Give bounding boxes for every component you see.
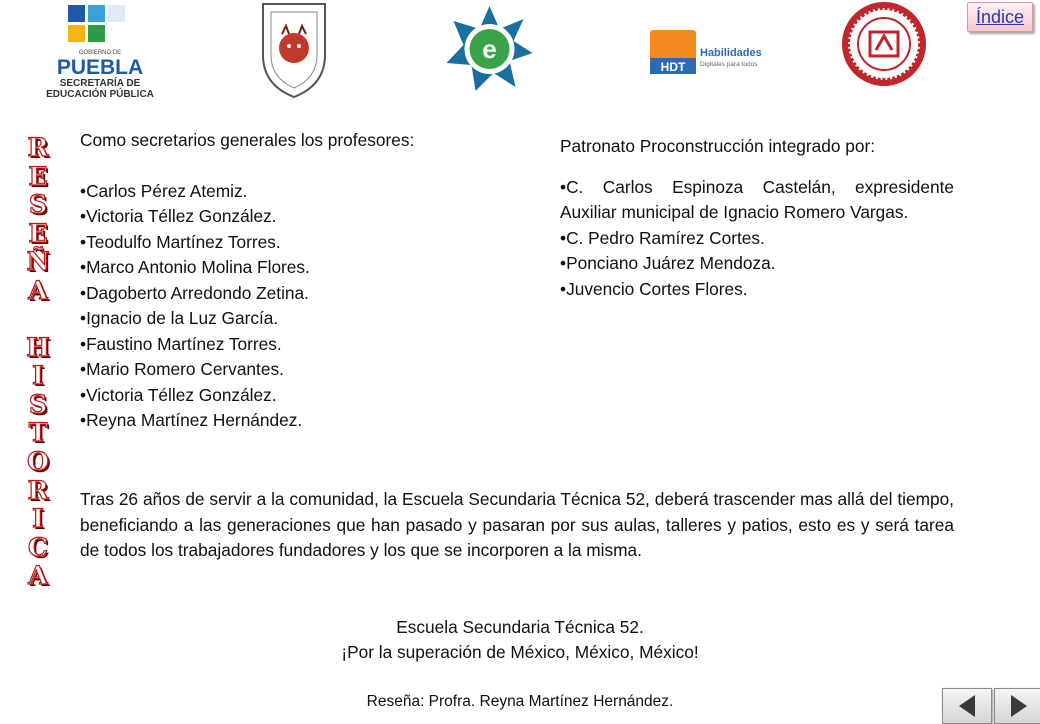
list-item: • Ponciano Juárez Mendoza. — [560, 251, 954, 277]
svg-text:e: e — [482, 34, 497, 64]
school-shield-logo — [255, 0, 333, 100]
author-credit: Reseña: Profra. Reyna Martínez Hernández. — [366, 693, 674, 710]
school-name: Escuela Secundaria Técnica 52. — [396, 617, 644, 637]
next-slide-button[interactable] — [994, 688, 1040, 724]
arrow-left-icon — [959, 695, 975, 717]
index-button[interactable]: Índice — [967, 2, 1033, 32]
list-item: • Marco Antonio Molina Flores. — [80, 255, 444, 281]
title-letter: S — [28, 190, 48, 220]
puebla-government-logo — [40, 2, 160, 100]
patronato-section — [560, 134, 954, 302]
title-letter: A — [28, 275, 48, 305]
list-item: • C. Pedro Ramírez Cortes. — [560, 226, 954, 252]
patronato-intro: Patronato Proconstrucción integrado por: — [560, 136, 876, 156]
arrow-right-icon — [1011, 695, 1027, 717]
svg-text:Habilidades: Habilidades — [700, 47, 762, 59]
closing-paragraph: Tras 26 años de servir a la comunidad, la Escuela Secundaria Técnica 52, deberá trascender mas allá del tiempo, beneficiando a las generaciones que han pasado y pasaran por sus aulas, talleres y patios, esto es y será tarea de todos los trabajadores fundadores y los que se incorporen a la misma. — [80, 489, 954, 560]
title-letter: E — [28, 161, 48, 191]
secretaries-intro: Como secretarios generales los profesores: — [80, 130, 415, 150]
title-letter: E — [28, 218, 48, 248]
technical-school-seal-logo — [834, 0, 934, 88]
previous-slide-button[interactable] — [942, 688, 992, 724]
title-letter: C — [28, 532, 48, 562]
title-letter: O — [27, 446, 49, 476]
title-letter: R — [27, 133, 49, 162]
vertical-title — [18, 134, 58, 591]
title-letter: I — [32, 361, 44, 391]
list-item: • Teodulfo Martínez Torres. — [80, 230, 444, 256]
title-letter: I — [32, 504, 44, 534]
secretaries-list — [80, 179, 444, 434]
school-motto: ¡Por la superación de México, México, México! — [341, 642, 699, 662]
hdt-habilidades-logo — [648, 28, 770, 78]
list-item: • Reyna Martínez Hernández. — [80, 408, 444, 434]
secretaries-section — [80, 128, 444, 434]
list-item: • Dagoberto Arredondo Zetina. — [80, 281, 444, 307]
list-item: • Ignacio de la Luz García. — [80, 306, 444, 332]
list-item: • Juvencio Cortes Flores. — [560, 277, 954, 303]
svg-text:EDUCACIÓN PÚBLICA: EDUCACIÓN PÚBLICA — [46, 89, 154, 100]
svg-text:Digitales para todos: Digitales para todos — [700, 61, 758, 68]
list-item: • Victoria Téllez González. — [80, 383, 444, 409]
svg-text:SECRETARÍA DE: SECRETARÍA DE — [59, 78, 141, 89]
svg-text:GOBIERNO DE: GOBIERNO DE — [78, 50, 122, 56]
title-letter: A — [28, 561, 48, 591]
svg-text:HDT: HDT — [660, 60, 686, 74]
list-item: • Mario Romero Cervantes. — [80, 357, 444, 383]
patronato-list — [560, 175, 954, 303]
title-letter: S — [28, 389, 48, 419]
list-item: • Carlos Pérez Atemiz. — [80, 179, 444, 205]
title-letter: R — [27, 475, 49, 505]
list-item: • Faustino Martínez Torres. — [80, 332, 444, 358]
star-emblem-logo — [442, 4, 537, 94]
list-item: • Victoria Téllez González. — [80, 204, 444, 230]
list-item: • C. Carlos Espinoza Castelán, expresidente Auxiliar municipal de Ignacio Romero Vargas. — [560, 175, 954, 226]
title-letter: Ñ — [26, 247, 50, 277]
title-letter: T — [28, 418, 48, 448]
title-letter: H — [26, 332, 50, 362]
svg-text:PUEBLA: PUEBLA — [56, 56, 144, 79]
